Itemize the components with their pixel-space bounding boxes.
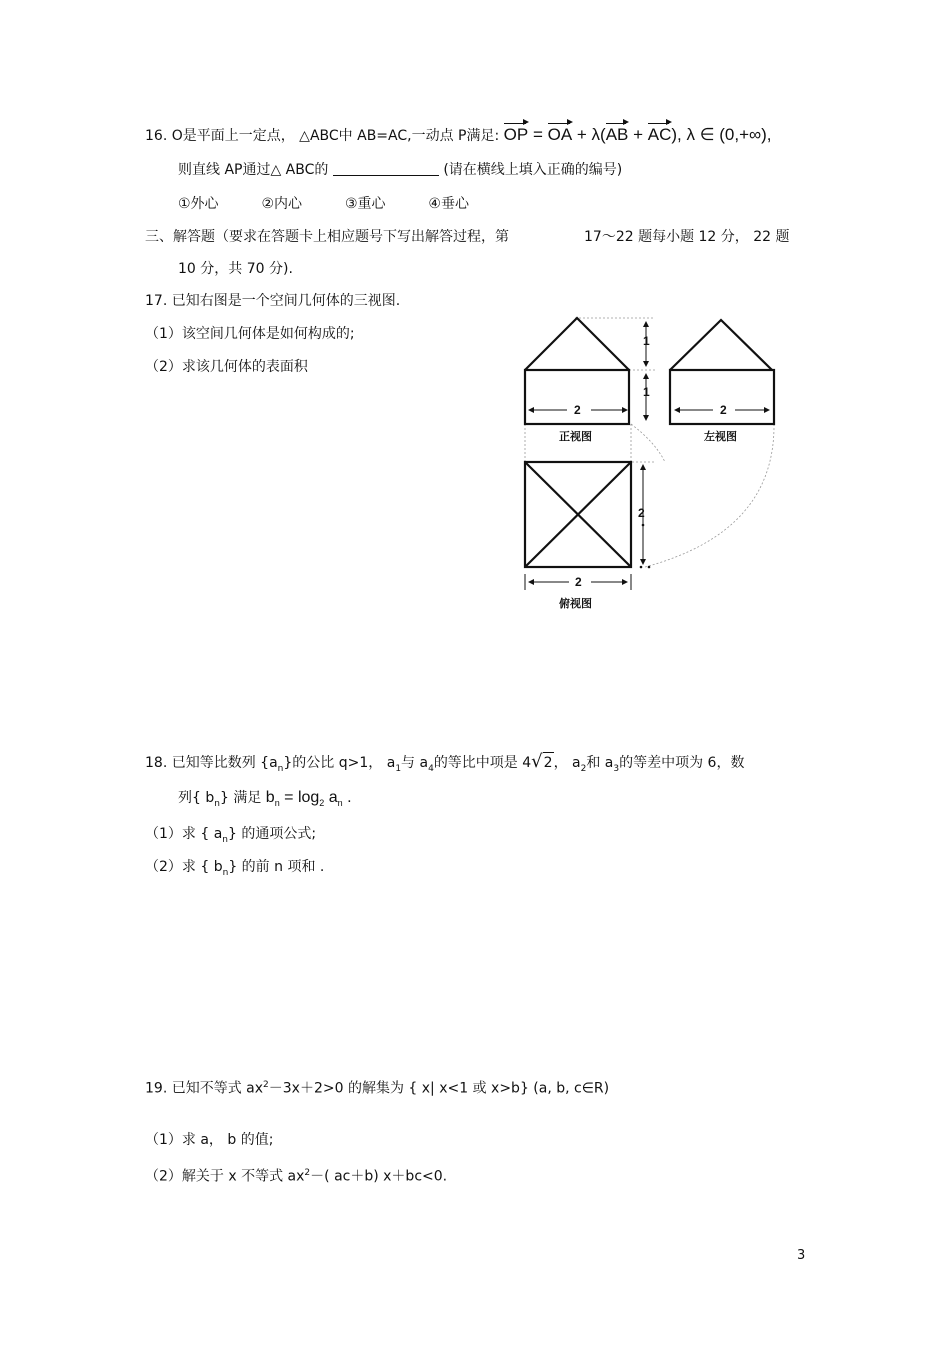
section3-line1b	[584, 227, 790, 247]
lambda-range: ), λ ∈ (0,+∞),	[671, 125, 772, 144]
q19-part2	[145, 1163, 447, 1187]
sub-n: n	[214, 798, 220, 809]
q19-part2-b: －( ac＋b) x＋bc<0.	[310, 1168, 448, 1185]
section3-points: 17～22 题每小题 12 分， 22 题	[584, 229, 790, 245]
option-1: ①外心	[178, 196, 219, 212]
sub-n: n	[337, 798, 343, 809]
q17-stem	[145, 291, 400, 311]
vector-op: OP	[503, 125, 529, 144]
q18-stem-d: 的等比中项是 4	[433, 755, 532, 771]
q19-stem-b: －3x＋2>0 的解集为 { x| x<1 或 x>b} (a, b, c∈R)	[268, 1080, 610, 1097]
bn-formula	[265, 789, 352, 809]
q16-line1	[145, 125, 772, 146]
q17-part2	[145, 357, 308, 377]
dim-label-side-width: 2	[720, 403, 727, 417]
dim-label-lower-1: 1	[643, 385, 650, 399]
q19-part1-text: （1）求 a， b 的值;	[145, 1132, 274, 1148]
top-view-label: 俯视图	[559, 597, 592, 610]
vector-ab: AB	[605, 125, 629, 144]
sup-2: 2	[304, 1168, 311, 1178]
b-var: b	[265, 789, 275, 806]
q18-stem-b: }的公比 q>1， a	[283, 755, 396, 771]
side-view-label: 左视图	[704, 430, 737, 443]
sub-n: n	[222, 867, 229, 878]
q16-vector-formula	[504, 125, 772, 144]
q18-stem-g: 的等差中项为 6，数	[619, 755, 745, 771]
option-2: ②内心	[261, 196, 303, 212]
section3-title: 三、解答题（要求在答题卡上相应题号下写出解答过程，第	[145, 229, 509, 245]
q16-stem: 16. O是平面上一定点， △ABC中 AB=AC,一动点 P满足:	[145, 128, 500, 144]
q18-stem-e: ， a	[553, 755, 581, 771]
sub-n: n	[222, 834, 229, 845]
height-dimensions	[643, 322, 646, 564]
section3-line2	[178, 259, 293, 279]
q18-part1	[145, 824, 316, 850]
q18-stem-c: 与 a	[401, 755, 429, 771]
top-view	[525, 462, 631, 567]
front-view-label: 正视图	[559, 430, 592, 443]
three-view-figure	[515, 312, 815, 617]
q18-stem-a: 18. 已知等比数列 {	[145, 755, 270, 771]
plus-lambda: + λ(	[572, 125, 606, 144]
sub-2: 2	[580, 763, 587, 774]
sqrt-symbol: √	[531, 751, 543, 772]
q16-line2	[178, 160, 622, 180]
dim-label-top-height: 2	[638, 506, 645, 520]
sub-4: 4	[428, 763, 434, 774]
vector-ac: AC	[647, 125, 672, 144]
q18-part1-a: （1）求 { a	[145, 826, 223, 842]
log-eq: = log	[279, 789, 320, 806]
a-var: a	[324, 789, 338, 806]
equals-sign: =	[528, 125, 548, 144]
q18-part2-a: （2）求 { b	[145, 859, 223, 875]
q18-line2-b: } 满足	[219, 790, 266, 806]
sub-1: 1	[395, 763, 402, 774]
q17-part1-text: （1）该空间几何体是如何构成的;	[145, 326, 355, 342]
sub-n: n	[274, 798, 280, 809]
vector-oa: OA	[547, 125, 573, 144]
section3-line1	[145, 227, 509, 247]
q16-instruction: (请在横线上填入正确的编号)	[443, 162, 623, 178]
q16-line2-text: 则直线 AP通过△ ABC的	[178, 162, 329, 178]
q17-stem-text: 17. 已知右图是一个空间几何体的三视图.	[145, 293, 401, 309]
dim-label-front-width: 2	[574, 403, 581, 417]
sub-3: 3	[613, 763, 620, 774]
seq-a: a	[269, 755, 278, 771]
period: .	[342, 789, 352, 806]
q17-part1	[145, 324, 355, 344]
option-3: ③重心	[344, 196, 386, 212]
q18-part2-b: } 的前 n 项和 .	[228, 859, 325, 875]
dim-label-top-width: 2	[575, 575, 582, 589]
dim-label-upper-1: 1	[643, 334, 650, 348]
sup-2: 2	[263, 1080, 269, 1090]
q17-part2-text: （2）求该几何体的表面积	[145, 359, 308, 375]
sqrt-value: 2	[543, 752, 554, 773]
q18-stem-f: 和 a	[586, 755, 614, 771]
q19-stem	[145, 1075, 609, 1099]
q18-line2	[178, 788, 352, 814]
log-base: 2	[319, 798, 325, 809]
answer-blank[interactable]	[333, 161, 439, 176]
section3-total: 10 分，共 70 分).	[178, 261, 293, 277]
page-number: 3	[797, 1248, 806, 1263]
q19-stem-a: 19. 已知不等式 ax	[145, 1080, 264, 1097]
q18-part2	[145, 857, 324, 883]
q18-part1-b: } 的通项公式;	[228, 826, 317, 842]
q19-part1	[145, 1130, 273, 1150]
q18-line2-a: 列{ b	[178, 790, 215, 806]
option-4: ④垂心	[428, 196, 469, 212]
plus-sign: +	[628, 125, 648, 144]
q19-part2-a: （2）解关于 x 不等式 ax	[145, 1168, 305, 1185]
q18-line1	[145, 752, 744, 779]
sub-n: n	[277, 763, 284, 774]
q16-options	[178, 194, 469, 214]
